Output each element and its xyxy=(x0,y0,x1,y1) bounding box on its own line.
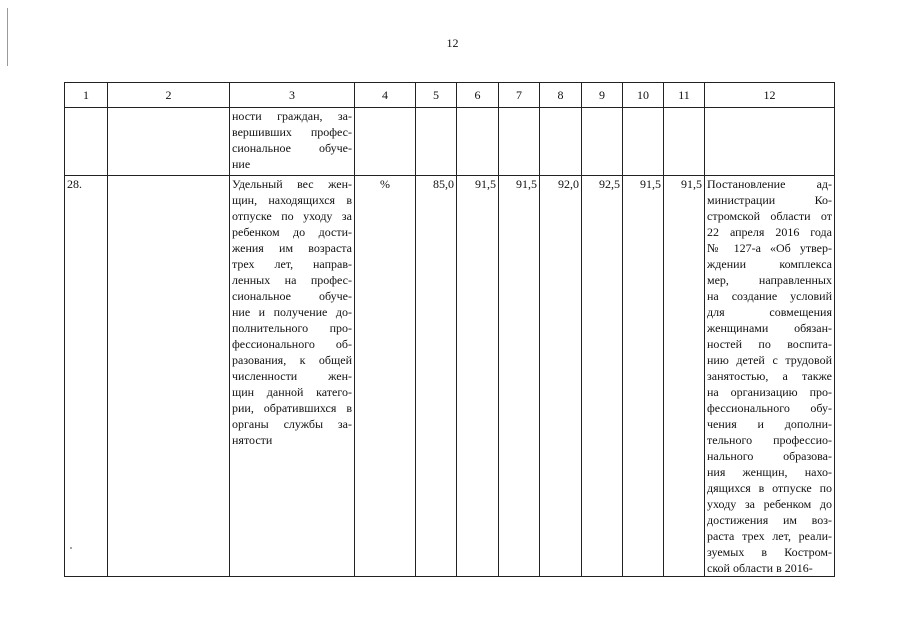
indicator-continued-cell xyxy=(230,108,355,176)
table-row-continued xyxy=(65,108,835,176)
header-cell: 1 xyxy=(65,83,108,108)
value-cell: 92,0 xyxy=(540,176,582,577)
text-line: уходу за ребенком до xyxy=(707,497,832,511)
text-line: сиональное обуче- xyxy=(232,141,352,155)
text-line: занятостью, а также xyxy=(707,369,832,383)
value-cell: 91,5 xyxy=(499,176,540,577)
text-line: стромской области от xyxy=(707,209,832,223)
cell-empty xyxy=(457,108,499,176)
indicator-table xyxy=(64,82,835,577)
text-line: на создание условий xyxy=(707,289,832,303)
text-line: министрации Ко- xyxy=(707,193,832,207)
text-line: рии, обратившихся в xyxy=(232,401,352,415)
text-line: ской области в 2016- xyxy=(707,561,813,575)
text-line: Удельный вес жен- xyxy=(232,177,352,191)
row-number: 28. xyxy=(65,176,108,577)
header-cell: 4 xyxy=(355,83,416,108)
text-line: раста трех лет, реали- xyxy=(707,529,832,543)
header-cell: 6 xyxy=(457,83,499,108)
cell-empty xyxy=(108,176,230,577)
cell-empty xyxy=(623,108,664,176)
text-line: зуемых в Костром- xyxy=(707,545,832,559)
text-line: ностей по воспита- xyxy=(707,337,832,351)
text-line: ждении комплекса xyxy=(707,257,832,271)
text-line: фессионального об- xyxy=(232,337,352,351)
text-line: отпуске по уходу за xyxy=(232,209,352,223)
text-line: нятости xyxy=(232,433,273,447)
text-line: ние и получение до- xyxy=(232,305,352,319)
value-cell: 91,5 xyxy=(623,176,664,577)
header-cell: 7 xyxy=(499,83,540,108)
header-cell: 11 xyxy=(664,83,705,108)
text-line: № 127-а «Об утвер- xyxy=(707,241,832,255)
text-line: численности жен- xyxy=(232,369,352,383)
value-cell: 85,0 xyxy=(416,176,457,577)
table-row-28 xyxy=(65,176,835,577)
text-line: на организацию про- xyxy=(707,385,832,399)
unit-cell: % xyxy=(355,176,416,577)
header-cell: 3 xyxy=(230,83,355,108)
text-line: жения им возраста xyxy=(232,241,352,255)
source-cell xyxy=(705,176,835,577)
text-line: нального образова- xyxy=(707,449,832,463)
text-line: ности граждан, за- xyxy=(232,109,352,123)
text-line: сиональное обуче- xyxy=(232,289,352,303)
value-cell: 91,5 xyxy=(457,176,499,577)
header-cell: 10 xyxy=(623,83,664,108)
text-line: полнительного про- xyxy=(232,321,352,335)
cell-empty xyxy=(416,108,457,176)
text-line: нию детей с трудовой xyxy=(707,353,832,367)
text-line: разования, к общей xyxy=(232,353,352,367)
page-number: 12 xyxy=(446,36,459,50)
text-line: дящихся в отпуске по xyxy=(707,481,832,495)
text-line: вершивших профес- xyxy=(232,125,352,139)
header-cell: 5 xyxy=(416,83,457,108)
cell-empty xyxy=(582,108,623,176)
text-line: ленных на профес- xyxy=(232,273,352,287)
cell-empty xyxy=(499,108,540,176)
cell-empty xyxy=(108,108,230,176)
header-row xyxy=(65,83,835,108)
text-line: тельного профессио- xyxy=(707,433,832,447)
indicator-cell xyxy=(230,176,355,577)
text-line: фессионального обу- xyxy=(707,401,832,415)
text-line: 22 апреля 2016 года xyxy=(707,225,832,239)
cell-empty xyxy=(355,108,416,176)
text-line: чения и дополни- xyxy=(707,417,832,431)
text-line: ния женщин, нахо- xyxy=(707,465,832,479)
text-line: щин, находящихся в xyxy=(232,193,352,207)
value-cell: 91,5 xyxy=(664,176,705,577)
text-line: женщинами обязан- xyxy=(707,321,832,335)
text-line: органы службы за- xyxy=(232,417,352,431)
text-line: ние xyxy=(232,157,251,171)
cell-empty xyxy=(664,108,705,176)
text-line: мер, направленных xyxy=(707,273,832,287)
cell-empty xyxy=(705,108,835,176)
text-line: Постановление ад- xyxy=(707,177,832,191)
text-line: трех лет, направ- xyxy=(232,257,352,271)
text-line: достижения им воз- xyxy=(707,513,832,527)
scan-speck xyxy=(70,547,72,549)
value-cell: 92,5 xyxy=(582,176,623,577)
text-line: для совмещения xyxy=(707,305,832,319)
header-cell: 8 xyxy=(540,83,582,108)
cell-empty xyxy=(540,108,582,176)
cell-empty xyxy=(65,108,108,176)
header-cell: 12 xyxy=(705,83,835,108)
header-cell: 2 xyxy=(108,83,230,108)
header-cell: 9 xyxy=(582,83,623,108)
text-line: ребенком до дости- xyxy=(232,225,352,239)
text-line: щин данной катего- xyxy=(232,385,352,399)
